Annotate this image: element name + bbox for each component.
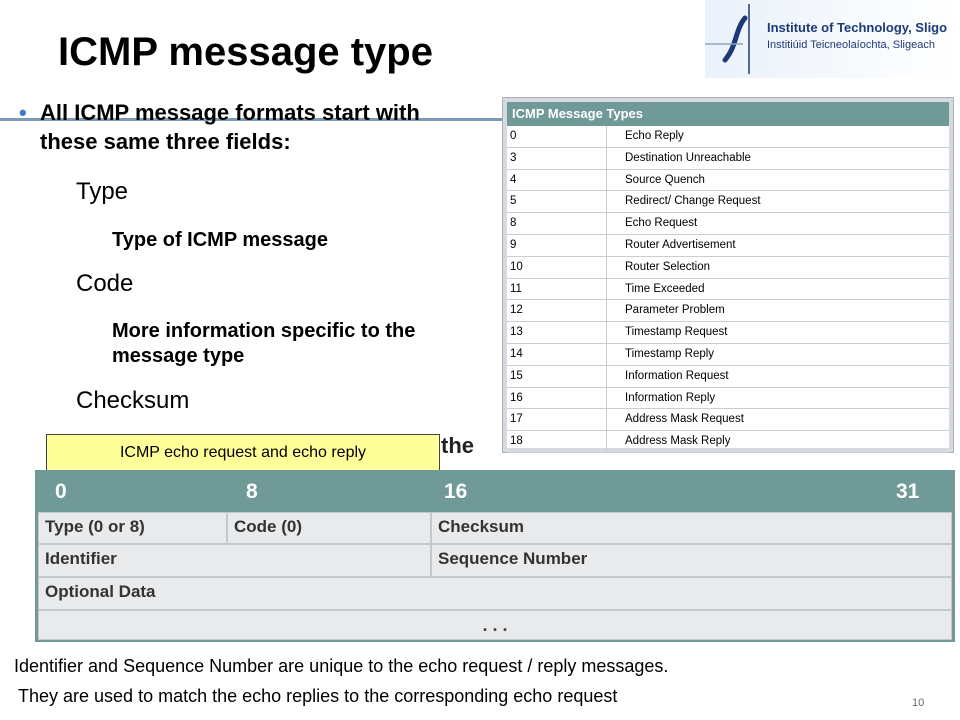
message-type-name: Address Mask Request [625,413,744,426]
field-type-label: Type [76,178,129,205]
message-type-row [507,431,949,453]
field-type-description: Type of ICMP message [112,229,328,251]
message-type-number: 11 [507,279,607,300]
message-type-name: Redirect/ Change Request [625,195,761,208]
message-type-row [507,322,949,344]
message-type-row [507,213,949,235]
message-type-number: 12 [507,300,607,321]
echo-packet-diagram [35,470,955,642]
field-code-label: Code [76,270,134,297]
message-type-name: Source Quench [625,173,705,186]
bit-label-31: 31 [896,480,920,503]
message-type-name: Address Mask Reply [625,435,731,448]
message-type-number: 10 [507,257,607,278]
packet-sequence-field: Sequence Number [431,544,952,577]
message-type-number: 4 [507,170,607,191]
intro-bullet [19,98,482,156]
message-type-row [507,279,949,301]
bullet-icon: • [19,100,27,125]
message-type-row [507,388,949,410]
message-type-row [507,366,949,388]
message-type-name: Information Reply [625,391,716,404]
message-type-row [507,257,949,279]
packet-code-field: Code (0) [227,512,431,544]
message-type-name: Information Request [625,369,729,382]
message-type-number: 0 [507,126,607,147]
logo-swoosh-icon [705,0,765,78]
message-type-number: 8 [507,213,607,234]
message-type-number: 14 [507,344,607,365]
bit-label-0: 0 [55,480,67,503]
logo-name-irish: Institiúid Teicneolaíochta, Sligeach [767,39,935,51]
bit-label-8: 8 [246,480,258,503]
packet-checksum-field: Checksum [431,512,952,544]
footer-note-line2: They are used to match the echo replies to the corresponding echo request [18,686,618,706]
message-type-row [507,344,949,366]
message-type-row [507,191,949,213]
message-type-number: 9 [507,235,607,256]
message-type-name: Router Selection [625,260,711,273]
field-checksum-label: Checksum [76,387,190,414]
obscured-text: the [441,433,474,458]
message-type-name: Router Advertisement [625,238,736,251]
field-code-description: More information specific to the message type [112,320,416,367]
message-type-name: Destination Unreachable [625,151,751,164]
message-type-number: 3 [507,148,607,169]
message-type-number: 16 [507,388,607,409]
message-type-name: Timestamp Reply [625,347,715,360]
message-type-number: 15 [507,366,607,387]
message-type-name: Parameter Problem [625,304,725,317]
message-type-name: Time Exceeded [625,282,705,295]
message-type-row [507,409,949,431]
message-type-name: Timestamp Request [625,326,728,339]
message-type-name: Echo Request [625,217,698,230]
message-type-row [507,126,949,148]
message-types-header: ICMP Message Types [507,102,949,126]
message-types-table [502,97,954,453]
message-type-number: 5 [507,191,607,212]
packet-continuation: . . . [38,610,952,640]
message-type-number: 13 [507,322,607,343]
message-type-row [507,148,949,170]
message-types-rows [507,126,949,448]
message-type-name: Echo Reply [625,130,684,142]
bit-label-16: 16 [444,480,468,503]
page-number: 10 [912,697,925,709]
packet-optional-data-field: Optional Data [38,577,952,610]
intro-bullet-text: All ICMP message formats start with these same three fields: [40,100,420,154]
message-type-number: 18 [507,431,607,452]
slide-title: ICMP message type [58,30,433,74]
logo-name-english: Institute of Technology, Sligo [767,20,948,35]
message-type-row [507,235,949,257]
packet-type-field: Type (0 or 8) [38,512,227,544]
echo-callout: ICMP echo request and echo reply [46,434,440,472]
message-type-number: 17 [507,409,607,430]
packet-identifier-field: Identifier [38,544,431,577]
institute-logo [705,0,960,78]
message-type-row [507,170,949,192]
footer-note-line1: Identifier and Sequence Number are unique to the echo request / reply messages. [14,656,669,676]
message-type-row [507,300,949,322]
